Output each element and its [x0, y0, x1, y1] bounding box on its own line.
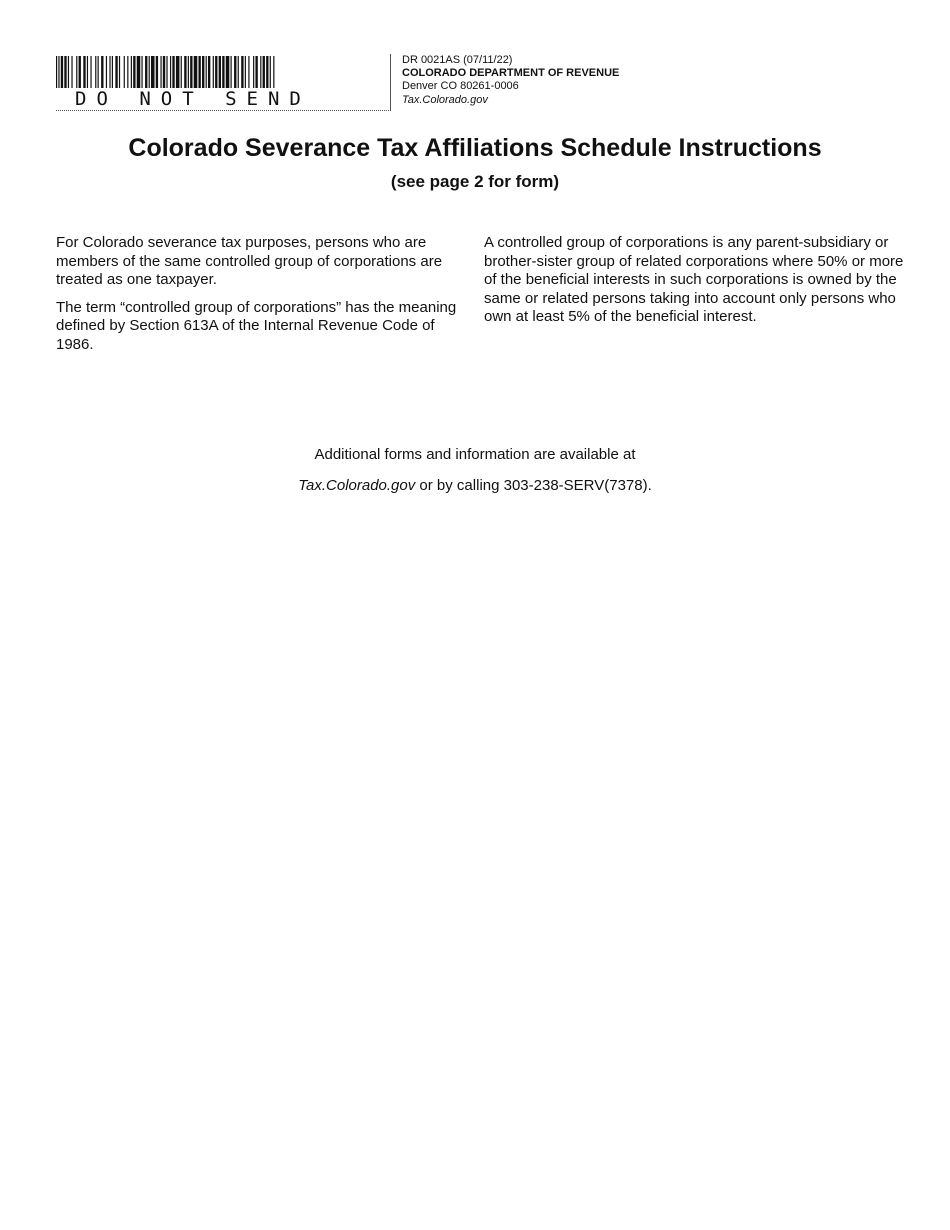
- barcode-block: [56, 54, 391, 112]
- barcode-bar: [198, 56, 200, 88]
- barcode-bar: [131, 56, 132, 88]
- left-paragraph-2: The term “controlled group of corporations” has the meaning defined by Section 613A of the Internal Revenue Code of 1986.: [56, 298, 457, 353]
- barcode-bar: [98, 56, 99, 88]
- barcode-bar: [194, 56, 198, 88]
- barcode-bar: [255, 56, 257, 88]
- barcode-bar: [222, 56, 224, 88]
- barcode-bar: [137, 56, 141, 88]
- barcode-bar: [238, 56, 239, 88]
- barcode-image: [56, 56, 278, 88]
- left-column: [56, 234, 466, 364]
- barcode-bar: [64, 56, 66, 88]
- barcode-bar: [176, 56, 180, 88]
- barcode-bar: [241, 56, 243, 88]
- barcode-bar: [124, 56, 125, 88]
- department-website: Tax.Colorado.gov: [402, 93, 488, 106]
- barcode-bar: [61, 56, 63, 88]
- barcode-bar: [83, 56, 85, 88]
- barcode-bar: [156, 56, 158, 88]
- barcode-bar: [71, 56, 72, 88]
- footer-info: [0, 446, 950, 508]
- barcode-bar: [101, 56, 103, 88]
- barcode-bar: [106, 56, 107, 88]
- barcode-bar: [115, 56, 117, 88]
- barcode-bar: [87, 56, 88, 88]
- barcode-bar: [273, 56, 274, 88]
- footer-line-2: [0, 477, 950, 495]
- department-name: COLORADO DEPARTMENT OF REVENUE: [402, 67, 620, 80]
- page-title: Colorado Severance Tax Affiliations Schedule Instructions: [128, 134, 822, 162]
- barcode-divider-vertical: [390, 54, 391, 111]
- barcode-bar: [56, 56, 57, 88]
- footer-website-link: Tax.Colorado.gov: [298, 477, 416, 494]
- barcode-bar: [160, 56, 161, 88]
- barcode-bar: [219, 56, 221, 88]
- barcode-bar: [270, 56, 271, 88]
- barcode-bar: [163, 56, 165, 88]
- barcode-bar: [109, 56, 110, 88]
- barcode-bar: [245, 56, 246, 88]
- right-paragraph-1: A controlled group of corporations is any parent-subsidiary or brother-sister group of related corporations where 50% or more of the beneficial interests in such corporations is owned by the same or related persons taking into account only persons who own at least 5% of the beneficial interest.: [484, 234, 904, 326]
- barcode-bar: [119, 56, 120, 88]
- barcode-bar: [234, 56, 236, 88]
- footer-line-1: Additional forms and information are available at: [314, 446, 636, 463]
- left-paragraph-1: For Colorado severance tax purposes, persons who are members of the same controlled group of corporations are treated as one taxpayer.: [56, 234, 443, 289]
- barcode-bar: [76, 56, 77, 88]
- barcode-bar: [133, 56, 135, 88]
- barcode-bar: [95, 56, 96, 88]
- barcode-bar: [266, 56, 268, 88]
- barcode-bar: [112, 56, 113, 88]
- barcode-bar: [263, 56, 265, 88]
- do-not-send-label: DO NOT SEND: [75, 88, 311, 110]
- barcode-bar: [213, 56, 214, 88]
- barcode-bar: [58, 56, 59, 88]
- form-number: DR 0021AS (07/11/22): [402, 54, 513, 66]
- department-address: Denver CO 80261-0006: [402, 80, 519, 93]
- barcode-bar: [248, 56, 249, 88]
- barcode-bar: [141, 56, 142, 88]
- barcode-bar: [215, 56, 217, 88]
- right-column: [484, 234, 904, 336]
- barcode-bar: [226, 56, 230, 88]
- barcode-bar: [172, 56, 174, 88]
- barcode-bar: [79, 56, 81, 88]
- barcode-bar: [68, 56, 69, 88]
- barcode-bar: [127, 56, 128, 88]
- barcode-bar: [202, 56, 204, 88]
- form-header-info: [402, 54, 619, 107]
- barcode-bar: [208, 56, 210, 88]
- page-subtitle: (see page 2 for form): [390, 172, 560, 191]
- barcode-bar: [151, 56, 155, 88]
- barcode-bar: [145, 56, 147, 88]
- barcode-bar: [253, 56, 254, 88]
- barcode-bar: [188, 56, 189, 88]
- barcode-bar: [149, 56, 150, 88]
- barcode-bar: [166, 56, 167, 88]
- barcode-bar: [231, 56, 232, 88]
- footer-phone-text: or by calling 303-238-SERV(7378).: [415, 477, 652, 494]
- barcode-bar: [206, 56, 207, 88]
- barcode-bar: [170, 56, 171, 88]
- barcode-bar: [190, 56, 192, 88]
- barcode-bar: [181, 56, 182, 88]
- barcode-bar: [184, 56, 186, 88]
- barcode-divider-horizontal: [56, 110, 391, 111]
- barcode-bar: [90, 56, 91, 88]
- barcode-bar: [260, 56, 261, 88]
